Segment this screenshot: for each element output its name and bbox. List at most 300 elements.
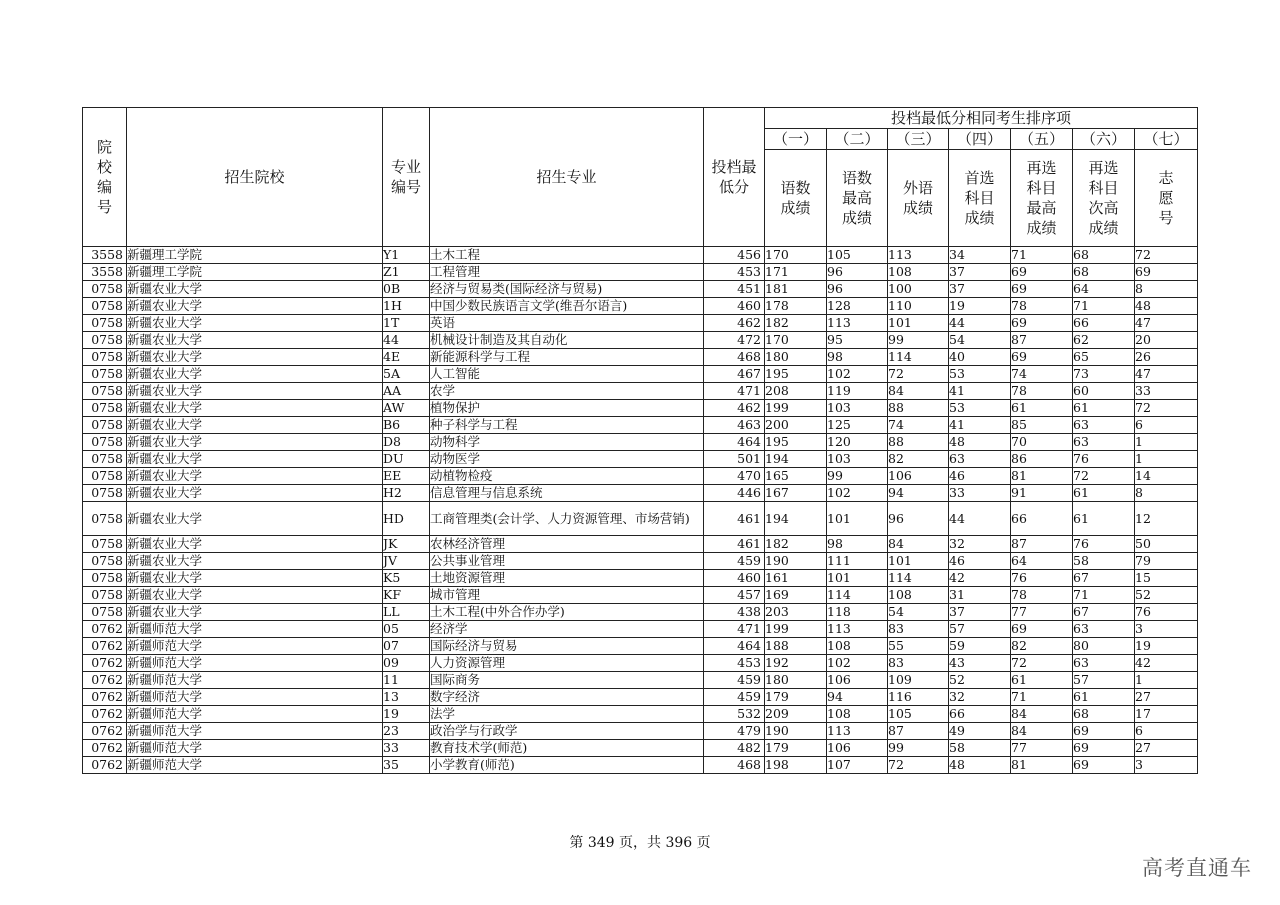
cell-sort-5: 78 <box>1011 383 1073 400</box>
cell-sort-1: 209 <box>765 706 827 723</box>
cell-sort-3: 99 <box>888 740 949 757</box>
header-school-code: 院校编号 <box>83 108 127 247</box>
cell-sort-1: 180 <box>765 672 827 689</box>
cell-sort-5: 74 <box>1011 366 1073 383</box>
sort-label-1: 语数成绩 <box>765 150 827 247</box>
cell-sort-1: 192 <box>765 655 827 672</box>
cell-sort-7: 48 <box>1135 298 1198 315</box>
cell-school-name: 新疆师范大学 <box>127 655 383 672</box>
table-row <box>83 655 1198 672</box>
cell-major-code: 05 <box>383 621 430 638</box>
cell-school-code: 0758 <box>83 434 127 451</box>
cell-sort-3: 100 <box>888 281 949 298</box>
cell-sort-6: 71 <box>1073 587 1135 604</box>
cell-sort-1: 190 <box>765 553 827 570</box>
cell-school-name: 新疆师范大学 <box>127 689 383 706</box>
cell-sort-3: 101 <box>888 315 949 332</box>
cell-major-code: 33 <box>383 740 430 757</box>
cell-sort-5: 78 <box>1011 587 1073 604</box>
cell-school-name: 新疆农业大学 <box>127 570 383 587</box>
cell-sort-2: 101 <box>827 502 888 536</box>
cell-school-code: 0758 <box>83 281 127 298</box>
cell-school-name: 新疆农业大学 <box>127 383 383 400</box>
cell-sort-4: 32 <box>949 536 1011 553</box>
cell-sort-6: 63 <box>1073 655 1135 672</box>
cell-sort-1: 194 <box>765 451 827 468</box>
cell-sort-6: 66 <box>1073 315 1135 332</box>
cell-major-name: 土木工程 <box>430 247 704 264</box>
table-row <box>83 332 1198 349</box>
cell-major-name: 小学教育(师范) <box>430 757 704 774</box>
cell-sort-4: 37 <box>949 281 1011 298</box>
cell-sort-1: 167 <box>765 485 827 502</box>
cell-school-code: 0758 <box>83 570 127 587</box>
cell-sort-1: 178 <box>765 298 827 315</box>
sort-num-3: （三） <box>888 129 949 150</box>
cell-major-name: 动物医学 <box>430 451 704 468</box>
cell-sort-3: 54 <box>888 604 949 621</box>
cell-sort-6: 76 <box>1073 536 1135 553</box>
cell-sort-3: 83 <box>888 621 949 638</box>
cell-min-score: 472 <box>704 332 765 349</box>
cell-major-name: 数字经济 <box>430 689 704 706</box>
cell-major-code: 1T <box>383 315 430 332</box>
table-row <box>83 247 1198 264</box>
cell-sort-4: 43 <box>949 655 1011 672</box>
cell-sort-7: 20 <box>1135 332 1198 349</box>
sort-num-7: （七） <box>1135 129 1198 150</box>
cell-sort-2: 119 <box>827 383 888 400</box>
cell-min-score: 438 <box>704 604 765 621</box>
cell-sort-5: 82 <box>1011 638 1073 655</box>
cell-sort-4: 48 <box>949 434 1011 451</box>
cell-sort-3: 106 <box>888 468 949 485</box>
sort-num-2: （二） <box>827 129 888 150</box>
sort-num-6: （六） <box>1073 129 1135 150</box>
cell-sort-3: 74 <box>888 417 949 434</box>
cell-sort-2: 113 <box>827 723 888 740</box>
cell-major-name: 种子科学与工程 <box>430 417 704 434</box>
cell-major-name: 英语 <box>430 315 704 332</box>
cell-school-code: 0758 <box>83 553 127 570</box>
cell-sort-4: 63 <box>949 451 1011 468</box>
table-row <box>83 587 1198 604</box>
cell-major-name: 国际经济与贸易 <box>430 638 704 655</box>
cell-sort-7: 17 <box>1135 706 1198 723</box>
cell-sort-1: 199 <box>765 621 827 638</box>
cell-major-name: 经济与贸易类(国际经济与贸易) <box>430 281 704 298</box>
cell-sort-6: 65 <box>1073 349 1135 366</box>
cell-major-name: 农林经济管理 <box>430 536 704 553</box>
cell-major-name: 动物科学 <box>430 434 704 451</box>
cell-sort-4: 46 <box>949 553 1011 570</box>
cell-sort-5: 77 <box>1011 604 1073 621</box>
cell-min-score: 459 <box>704 672 765 689</box>
cell-major-code: EE <box>383 468 430 485</box>
cell-major-code: HD <box>383 502 430 536</box>
cell-school-code: 0758 <box>83 417 127 434</box>
cell-sort-4: 46 <box>949 468 1011 485</box>
table-row <box>83 757 1198 774</box>
cell-major-name: 农学 <box>430 383 704 400</box>
cell-sort-7: 6 <box>1135 723 1198 740</box>
cell-sort-6: 67 <box>1073 570 1135 587</box>
cell-major-code: 5A <box>383 366 430 383</box>
cell-sort-7: 8 <box>1135 485 1198 502</box>
cell-sort-4: 40 <box>949 349 1011 366</box>
cell-sort-6: 68 <box>1073 706 1135 723</box>
table-row <box>83 723 1198 740</box>
cell-sort-3: 99 <box>888 332 949 349</box>
cell-school-name: 新疆师范大学 <box>127 740 383 757</box>
cell-school-code: 3558 <box>83 247 127 264</box>
cell-sort-6: 61 <box>1073 400 1135 417</box>
cell-major-code: KF <box>383 587 430 604</box>
cell-min-score: 464 <box>704 638 765 655</box>
cell-sort-5: 84 <box>1011 723 1073 740</box>
cell-sort-5: 87 <box>1011 536 1073 553</box>
cell-min-score: 460 <box>704 298 765 315</box>
cell-sort-5: 78 <box>1011 298 1073 315</box>
cell-sort-6: 63 <box>1073 621 1135 638</box>
table-row <box>83 400 1198 417</box>
cell-sort-1: 208 <box>765 383 827 400</box>
cell-school-name: 新疆理工学院 <box>127 264 383 281</box>
cell-sort-2: 101 <box>827 570 888 587</box>
cell-sort-3: 88 <box>888 400 949 417</box>
cell-sort-7: 15 <box>1135 570 1198 587</box>
cell-sort-4: 19 <box>949 298 1011 315</box>
cell-sort-3: 72 <box>888 366 949 383</box>
cell-sort-4: 37 <box>949 264 1011 281</box>
cell-school-name: 新疆农业大学 <box>127 332 383 349</box>
cell-sort-4: 32 <box>949 689 1011 706</box>
cell-sort-6: 60 <box>1073 383 1135 400</box>
cell-sort-7: 79 <box>1135 553 1198 570</box>
cell-sort-6: 69 <box>1073 740 1135 757</box>
cell-sort-3: 108 <box>888 264 949 281</box>
cell-sort-2: 95 <box>827 332 888 349</box>
cell-sort-1: 169 <box>765 587 827 604</box>
cell-sort-5: 72 <box>1011 655 1073 672</box>
cell-school-code: 3558 <box>83 264 127 281</box>
cell-sort-7: 47 <box>1135 366 1198 383</box>
cell-sort-1: 161 <box>765 570 827 587</box>
cell-school-name: 新疆农业大学 <box>127 587 383 604</box>
cell-sort-7: 26 <box>1135 349 1198 366</box>
table-row <box>83 706 1198 723</box>
cell-sort-4: 66 <box>949 706 1011 723</box>
cell-major-name: 教育技术学(师范) <box>430 740 704 757</box>
cell-sort-2: 108 <box>827 638 888 655</box>
cell-sort-5: 69 <box>1011 349 1073 366</box>
cell-sort-4: 58 <box>949 740 1011 757</box>
cell-school-name: 新疆理工学院 <box>127 247 383 264</box>
cell-min-score: 456 <box>704 247 765 264</box>
cell-min-score: 453 <box>704 655 765 672</box>
cell-sort-4: 41 <box>949 383 1011 400</box>
cell-major-code: 23 <box>383 723 430 740</box>
cell-school-code: 0762 <box>83 740 127 757</box>
cell-sort-2: 98 <box>827 349 888 366</box>
cell-sort-6: 67 <box>1073 604 1135 621</box>
cell-sort-4: 53 <box>949 366 1011 383</box>
cell-school-code: 0758 <box>83 366 127 383</box>
cell-sort-4: 31 <box>949 587 1011 604</box>
cell-major-code: K5 <box>383 570 430 587</box>
sort-num-4: （四） <box>949 129 1011 150</box>
cell-school-code: 0758 <box>83 502 127 536</box>
cell-sort-5: 91 <box>1011 485 1073 502</box>
cell-min-score: 471 <box>704 621 765 638</box>
cell-major-name: 法学 <box>430 706 704 723</box>
cell-major-code: 44 <box>383 332 430 349</box>
cell-sort-7: 50 <box>1135 536 1198 553</box>
cell-min-score: 468 <box>704 757 765 774</box>
cell-major-name: 机械设计制造及其自动化 <box>430 332 704 349</box>
cell-sort-4: 37 <box>949 604 1011 621</box>
cell-sort-3: 113 <box>888 247 949 264</box>
cell-sort-3: 88 <box>888 434 949 451</box>
cell-sort-7: 14 <box>1135 468 1198 485</box>
cell-sort-4: 44 <box>949 315 1011 332</box>
cell-sort-1: 195 <box>765 434 827 451</box>
cell-sort-7: 19 <box>1135 638 1198 655</box>
cell-school-code: 0762 <box>83 655 127 672</box>
cell-major-code: D8 <box>383 434 430 451</box>
cell-school-name: 新疆农业大学 <box>127 536 383 553</box>
sort-label-4: 首选科目成绩 <box>949 150 1011 247</box>
page-number: 第 349 页，共 396 页 <box>569 835 711 851</box>
cell-sort-2: 106 <box>827 672 888 689</box>
cell-min-score: 459 <box>704 689 765 706</box>
cell-sort-1: 181 <box>765 281 827 298</box>
cell-major-name: 工程管理 <box>430 264 704 281</box>
cell-sort-4: 59 <box>949 638 1011 655</box>
cell-school-code: 0758 <box>83 468 127 485</box>
cell-major-code: JV <box>383 553 430 570</box>
cell-sort-2: 111 <box>827 553 888 570</box>
table-body <box>83 247 1198 774</box>
cell-school-name: 新疆农业大学 <box>127 434 383 451</box>
cell-sort-2: 98 <box>827 536 888 553</box>
cell-sort-3: 109 <box>888 672 949 689</box>
cell-sort-5: 69 <box>1011 621 1073 638</box>
cell-sort-7: 1 <box>1135 434 1198 451</box>
cell-sort-4: 33 <box>949 485 1011 502</box>
cell-sort-3: 101 <box>888 553 949 570</box>
cell-sort-4: 49 <box>949 723 1011 740</box>
cell-sort-7: 72 <box>1135 247 1198 264</box>
cell-major-name: 动植物检疫 <box>430 468 704 485</box>
cell-major-code: B6 <box>383 417 430 434</box>
cell-school-code: 0758 <box>83 332 127 349</box>
cell-major-code: LL <box>383 604 430 621</box>
cell-major-name: 人工智能 <box>430 366 704 383</box>
cell-school-code: 0762 <box>83 672 127 689</box>
cell-school-name: 新疆师范大学 <box>127 638 383 655</box>
cell-sort-2: 106 <box>827 740 888 757</box>
cell-sort-6: 68 <box>1073 264 1135 281</box>
cell-sort-6: 63 <box>1073 417 1135 434</box>
cell-min-score: 482 <box>704 740 765 757</box>
cell-sort-6: 64 <box>1073 281 1135 298</box>
cell-school-code: 0758 <box>83 383 127 400</box>
cell-min-score: 446 <box>704 485 765 502</box>
cell-major-code: 0B <box>383 281 430 298</box>
cell-sort-3: 94 <box>888 485 949 502</box>
cell-school-code: 0758 <box>83 349 127 366</box>
table-row <box>83 468 1198 485</box>
cell-sort-6: 61 <box>1073 689 1135 706</box>
cell-sort-1: 182 <box>765 315 827 332</box>
cell-sort-4: 48 <box>949 757 1011 774</box>
header-major-code: 专业编号 <box>383 108 430 247</box>
cell-sort-3: 116 <box>888 689 949 706</box>
header-sort-group: 投档最低分相同考生排序项 <box>765 108 1198 129</box>
cell-major-code: JK <box>383 536 430 553</box>
cell-sort-6: 62 <box>1073 332 1135 349</box>
cell-sort-1: 194 <box>765 502 827 536</box>
cell-school-name: 新疆农业大学 <box>127 468 383 485</box>
cell-major-code: 4E <box>383 349 430 366</box>
cell-sort-5: 81 <box>1011 468 1073 485</box>
cell-sort-7: 12 <box>1135 502 1198 536</box>
cell-major-code: AA <box>383 383 430 400</box>
cell-sort-5: 87 <box>1011 332 1073 349</box>
cell-major-name: 国际商务 <box>430 672 704 689</box>
cell-school-name: 新疆农业大学 <box>127 281 383 298</box>
cell-school-name: 新疆农业大学 <box>127 315 383 332</box>
cell-sort-6: 76 <box>1073 451 1135 468</box>
cell-school-name: 新疆农业大学 <box>127 400 383 417</box>
cell-sort-1: 188 <box>765 638 827 655</box>
cell-sort-1: 203 <box>765 604 827 621</box>
cell-sort-1: 170 <box>765 332 827 349</box>
table-row <box>83 485 1198 502</box>
cell-sort-6: 61 <box>1073 502 1135 536</box>
cell-school-name: 新疆师范大学 <box>127 621 383 638</box>
header-min-score: 投档最低分 <box>704 108 765 247</box>
cell-major-code: 1H <box>383 298 430 315</box>
cell-sort-5: 61 <box>1011 672 1073 689</box>
table-row <box>83 689 1198 706</box>
sort-label-7: 志愿号 <box>1135 150 1198 247</box>
cell-school-name: 新疆农业大学 <box>127 349 383 366</box>
cell-min-score: 468 <box>704 349 765 366</box>
cell-school-name: 新疆农业大学 <box>127 604 383 621</box>
cell-sort-6: 68 <box>1073 247 1135 264</box>
sort-label-3: 外语成绩 <box>888 150 949 247</box>
cell-school-name: 新疆农业大学 <box>127 451 383 468</box>
cell-sort-1: 180 <box>765 349 827 366</box>
cell-sort-6: 63 <box>1073 434 1135 451</box>
cell-sort-2: 113 <box>827 315 888 332</box>
cell-school-code: 0758 <box>83 485 127 502</box>
cell-sort-6: 71 <box>1073 298 1135 315</box>
cell-sort-6: 57 <box>1073 672 1135 689</box>
cell-sort-5: 64 <box>1011 553 1073 570</box>
cell-sort-7: 27 <box>1135 689 1198 706</box>
cell-school-code: 0762 <box>83 706 127 723</box>
cell-sort-3: 105 <box>888 706 949 723</box>
cell-school-code: 0762 <box>83 757 127 774</box>
table-row <box>83 672 1198 689</box>
cell-sort-7: 42 <box>1135 655 1198 672</box>
cell-sort-1: 165 <box>765 468 827 485</box>
table-row <box>83 264 1198 281</box>
cell-major-name: 城市管理 <box>430 587 704 604</box>
table-row <box>83 298 1198 315</box>
cell-sort-3: 114 <box>888 570 949 587</box>
cell-school-code: 0758 <box>83 604 127 621</box>
cell-school-name: 新疆师范大学 <box>127 672 383 689</box>
cell-min-score: 453 <box>704 264 765 281</box>
cell-sort-1: 179 <box>765 689 827 706</box>
cell-sort-5: 69 <box>1011 281 1073 298</box>
cell-min-score: 464 <box>704 434 765 451</box>
cell-sort-5: 84 <box>1011 706 1073 723</box>
cell-school-code: 0758 <box>83 400 127 417</box>
table-row <box>83 740 1198 757</box>
sort-num-1: （一） <box>765 129 827 150</box>
table-row <box>83 366 1198 383</box>
cell-sort-3: 87 <box>888 723 949 740</box>
cell-sort-1: 190 <box>765 723 827 740</box>
cell-sort-2: 120 <box>827 434 888 451</box>
cell-sort-6: 72 <box>1073 468 1135 485</box>
cell-sort-5: 76 <box>1011 570 1073 587</box>
cell-sort-2: 103 <box>827 400 888 417</box>
cell-major-name: 中国少数民族语言文学(维吾尔语言) <box>430 298 704 315</box>
cell-major-code: DU <box>383 451 430 468</box>
cell-sort-7: 3 <box>1135 757 1198 774</box>
cell-min-score: 470 <box>704 468 765 485</box>
cell-sort-5: 77 <box>1011 740 1073 757</box>
cell-min-score: 471 <box>704 383 765 400</box>
cell-sort-4: 42 <box>949 570 1011 587</box>
table-row <box>83 281 1198 298</box>
cell-major-code: 13 <box>383 689 430 706</box>
table-row <box>83 315 1198 332</box>
cell-school-name: 新疆农业大学 <box>127 502 383 536</box>
sort-num-5: （五） <box>1011 129 1073 150</box>
table-row <box>83 434 1198 451</box>
cell-school-name: 新疆农业大学 <box>127 553 383 570</box>
cell-school-name: 新疆师范大学 <box>127 706 383 723</box>
cell-sort-3: 83 <box>888 655 949 672</box>
cell-sort-5: 61 <box>1011 400 1073 417</box>
cell-sort-6: 80 <box>1073 638 1135 655</box>
cell-sort-5: 69 <box>1011 315 1073 332</box>
cell-school-name: 新疆农业大学 <box>127 366 383 383</box>
cell-major-code: H2 <box>383 485 430 502</box>
cell-major-code: 35 <box>383 757 430 774</box>
admission-score-table <box>82 107 1198 774</box>
cell-sort-7: 72 <box>1135 400 1198 417</box>
cell-major-code: 19 <box>383 706 430 723</box>
cell-sort-4: 54 <box>949 332 1011 349</box>
cell-min-score: 462 <box>704 400 765 417</box>
cell-sort-7: 8 <box>1135 281 1198 298</box>
cell-major-name: 土木工程(中外合作办学) <box>430 604 704 621</box>
cell-sort-1: 199 <box>765 400 827 417</box>
cell-school-code: 0758 <box>83 315 127 332</box>
cell-sort-4: 57 <box>949 621 1011 638</box>
table-row <box>83 349 1198 366</box>
table-row <box>83 536 1198 553</box>
table-row <box>83 604 1198 621</box>
